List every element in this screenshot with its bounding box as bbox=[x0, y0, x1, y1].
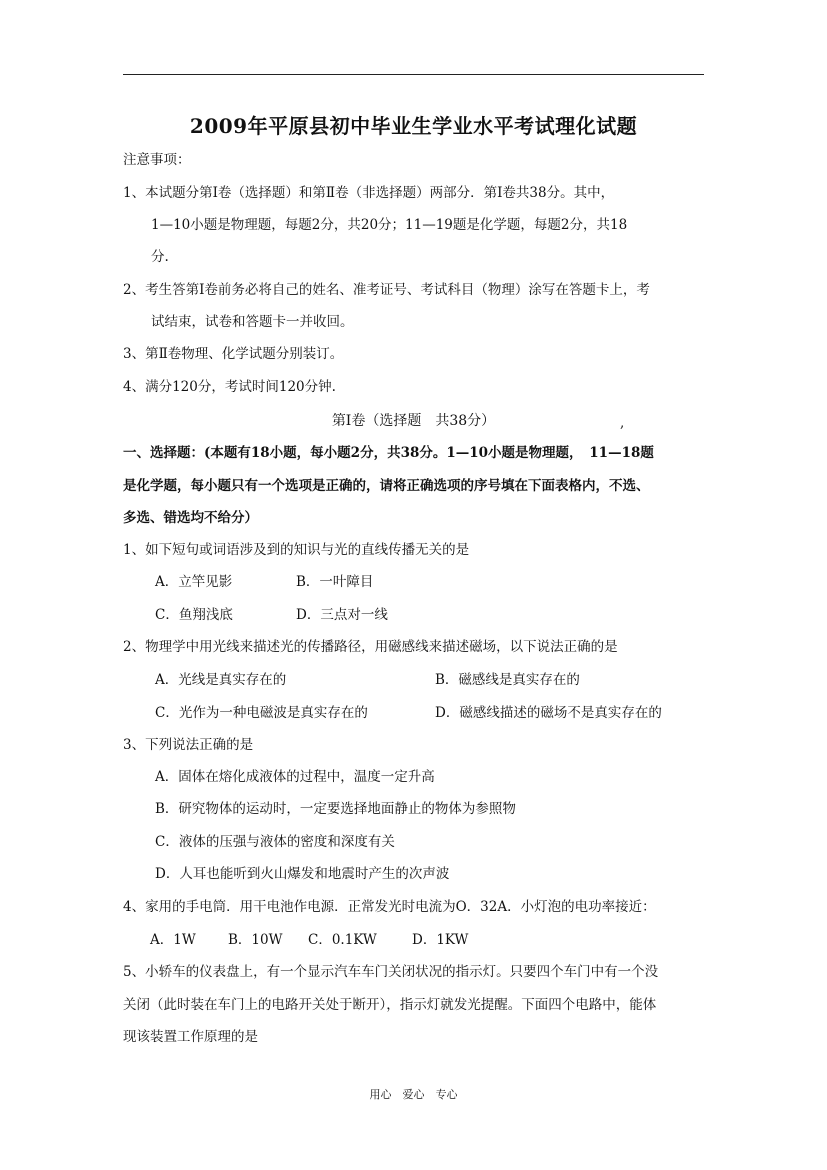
question-2-option-b: B．磁感线是真实存在的 bbox=[435, 672, 580, 688]
notice-2-line-1: 2、考生答第Ⅰ卷前务必将自己的姓名、准考证号、考试科目（物理）涂写在答题卡上，考 bbox=[123, 282, 650, 298]
question-4-option-a: A．1W bbox=[150, 932, 196, 948]
question-1-option-a: A．立竿见影 bbox=[155, 574, 233, 590]
question-1-option-d: D．三点对一线 bbox=[296, 607, 388, 623]
part-header-line-3: 多选、错选均不给分） bbox=[123, 510, 258, 526]
header-rule bbox=[123, 74, 704, 75]
part-header-line-1: 一、选择题：(本题有18小题，每小题2分，共38分。1—10小题是物理题， 11—18题 bbox=[123, 445, 654, 461]
question-3-option-a: A．固体在熔化成液体的过程中，温度一定升高 bbox=[155, 769, 435, 785]
stray-mark: , bbox=[620, 415, 625, 431]
notice-2-line-2: 试结束，试卷和答题卡一并收回。 bbox=[151, 314, 354, 330]
question-3-stem: 3、下列说法正确的是 bbox=[123, 737, 254, 753]
question-3-option-b: B．研究物体的运动时，一定要选择地面静止的物体为参照物 bbox=[155, 801, 516, 817]
question-5-stem-line-1: 5、小轿车的仪表盘上，有一个显示汽车车门关闭状况的指示灯。只要四个车门中有一个没 bbox=[123, 964, 659, 980]
notice-3: 3、第Ⅱ卷物理、化学试题分别装订。 bbox=[123, 346, 344, 362]
part-header-line-2: 是化学题，每小题只有一个选项是正确的，请将正确选项的序号填在下面表格内，不选、 bbox=[123, 478, 650, 494]
notice-1-line-3: 分. bbox=[151, 249, 169, 265]
notice-heading: 注意事项： bbox=[123, 152, 191, 168]
question-4-option-c: C．0.1KW bbox=[308, 932, 377, 948]
question-1-option-b: B．一叶障目 bbox=[296, 574, 374, 590]
question-4-stem: 4、家用的手电筒．用干电池作电源．正常发光时电流为O．32A．小灯泡的电功率接近： bbox=[123, 899, 656, 915]
page-footer: 用心 爱心 专心 bbox=[369, 1088, 458, 1101]
question-3-option-c: C．液体的压强与液体的密度和深度有关 bbox=[155, 834, 395, 850]
question-2-option-a: A．光线是真实存在的 bbox=[155, 672, 287, 688]
question-4-option-d: D．1KW bbox=[412, 932, 469, 948]
question-2-option-c: C．光作为一种电磁波是真实存在的 bbox=[155, 705, 368, 721]
section-title: 第Ⅰ卷（选择题 共38分） bbox=[331, 413, 496, 429]
notice-4: 4、满分120分，考试时间120分钟. bbox=[123, 379, 336, 395]
question-2-stem: 2、物理学中用光线来描述光的传播路径，用磁感线来描述磁场，以下说法正确的是 bbox=[123, 639, 618, 655]
question-3-option-d: D．人耳也能听到火山爆发和地震时产生的次声波 bbox=[155, 866, 450, 882]
question-2-option-d: D．磁感线描述的磁场不是真实存在的 bbox=[435, 705, 662, 721]
question-1-option-c: C．鱼翔浅底 bbox=[155, 607, 233, 623]
question-5-stem-line-2: 关闭（此时装在车门上的电路开关处于断开），指示灯就发光提醒。下面四个电路中，能体 bbox=[123, 997, 657, 1013]
page-title: 2009年平原县初中毕业生学业水平考试理化试题 bbox=[189, 114, 638, 138]
notice-1-line-1: 1、本试题分第Ⅰ卷（选择题）和第Ⅱ卷（非选择题）两部分．第Ⅰ卷共38分。其中， bbox=[123, 185, 615, 201]
question-1-stem: 1、如下短句或词语涉及到的知识与光的直线传播无关的是 bbox=[123, 542, 470, 558]
notice-1-line-2: 1—10小题是物理题，每题2分，共20分；11—19题是化学题，每题2分，共18 bbox=[151, 217, 628, 233]
question-5-stem-line-3: 现该装置工作原理的是 bbox=[123, 1029, 258, 1045]
question-4-option-b: B．10W bbox=[228, 932, 283, 948]
